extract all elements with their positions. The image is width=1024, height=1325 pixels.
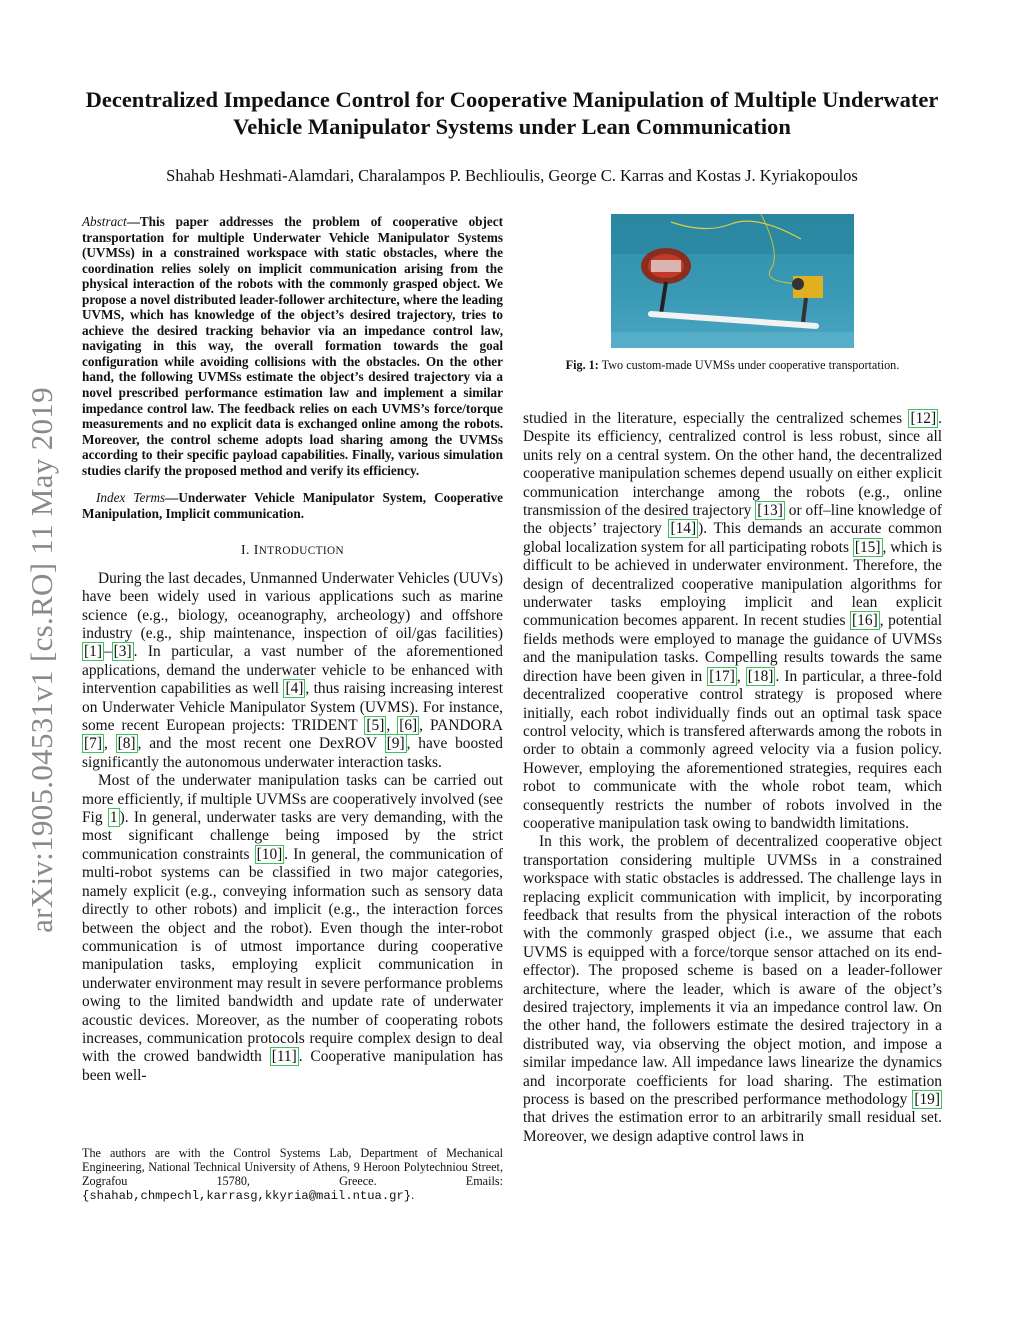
citation-link[interactable]: [5] (366, 717, 385, 735)
citation-link[interactable]: [14] (670, 520, 697, 538)
citation-link[interactable]: [6] (399, 717, 418, 735)
citation-link[interactable]: [9] (386, 735, 405, 753)
citation-link[interactable]: [11] (271, 1048, 297, 1066)
citation-link[interactable]: [10] (256, 845, 283, 863)
index-terms-label: Index Terms (96, 490, 166, 506)
abstract (82, 214, 503, 478)
arxiv-stamp: arXiv:1905.04531v1 [cs.RO] 11 May 2019 (24, 387, 59, 933)
right-column (523, 410, 942, 1146)
author-footnote: The authors are with the Control Systems Lab, Department of Mechanical Engineering, National Technical University of Athens, 9 Heroon Polytechniou Street, Zografou 15780, Greece. Emails: {shahab,chmpechl,karrasg,kkyria@mail.ntua.gr}. (82, 1146, 503, 1203)
paper-authors: Shahab Heshmati-Alamdari, Charalampos P. Bechlioulis, George C. Karras and Kostas J. Kyriakopoulos (166, 166, 858, 185)
right-paragraph-1: studied in the literature, especially the centralized schemes [12] . Despite its efficiency, centralized control is less robust, since all units rely on a central system. On the other hand, the decentralized cooperative manipulation schemes depend usually on either explicit communication interchange among the robots (e.g., online transmission of the desired trajectory [13] or off–line knowledge of the objects’ trajectory [14] ). This demands an accurate common global localization system for all participating robots [15] , which is difficult to be achieved in underwater environment. Therefore, the design of decentralized cooperative manipulation algorithms for underwater tasks employing implicit and lean explicit communication becomes apparent. In recent studies [16] , potential fields methods were employed to manage the guidance of UVMSs and the manipulation tasks. Compelling results towards the same direction have been given in [17] , [18] . In particular, a three-fold decentralized cooperative control strategy is proposed where initially, each robot individually finds out an optimal task space control velocity, which is transfered afterwards among the robots in order to obtain a commonly agreed velocity via a fusion policy. However, employing the aforementioned strategies, requires each robot to communicate with the whole robot team, which consequently restricts the number of robots involved in the cooperative manipulation task owing to bandwidth limitations. (523, 410, 943, 832)
underwater-photo (611, 214, 854, 348)
intro-paragraph-1: During the last decades, Unmanned Underwater Vehicles (UUVs) have been widely used in various applications such as marine science (e.g., biology, oceanography, archeology) and offshore industry (e.g., ship maintenance, inspection of oil/gas facilities) [1] – [3] . In particular, a vast number of the aforementioned applications, demand the underwater vehicle to be enhanced with intervention capabilities as well [4] , thus raising increasing interest on Underwater Vehicle Manipulator System (UVMS). For instance, some recent European projects: TRIDENT [5] , [6] , PANDORA [7] , [8] , and the most recent one DexROV [9] , have boosted significantly the autonomous underwater interaction tasks. (82, 569, 503, 771)
figure-link[interactable]: 1 (109, 809, 118, 827)
citation-link[interactable]: [4] (285, 680, 304, 698)
author-emails: {shahab,chmpechl,karrasg,kkyria@mail.ntua.gr} (82, 1189, 412, 1203)
citation-link[interactable]: [15] (854, 538, 881, 556)
paper-title: Decentralized Impedance Control for Cooperative Manipulation of Multiple Underwater Vehicle Manipulator Systems under Lean Communication (85, 87, 939, 139)
left-column (82, 214, 503, 1085)
figure-caption: Fig. 1: Two custom-made UVMSs under cooperative transportation. (565, 358, 900, 372)
right-paragraph-2: In this work, the problem of decentralized cooperative object transportation considering multiple UVMSs in a constrained workspace with static obstacles is addressed. The challenge lays in replacing explicit communication with implicit, by incorporating feedback that results from the physical interaction of the robots with the commonly grasped object (i.e., we assume that each UVMS is equipped with a force/torque sensor attached on its end-effector). The proposed scheme is based on a leader-follower architecture, where the leader, which is aware of the object’s desired trajectory, implements it via an impedance control law. On the other hand, the followers estimate the desired trajectory in a distributed way, via observing the object motion, and impose a similar impedance law. All impedance laws linearize the dynamics and incorporate coefficients for load sharing. The estimation process is based on the prescribed performance methodology [19] that drives the estimation error to an arbitrarily small residual set. Moreover, we design adaptive control laws in (523, 833, 942, 1145)
citation-link[interactable]: [13] (757, 502, 783, 520)
figure-label: Fig. 1: (565, 358, 599, 372)
citation-link[interactable]: [17] (709, 667, 735, 685)
citation-link[interactable]: [12] (910, 410, 937, 427)
citation-link[interactable]: [1] (84, 643, 102, 661)
citation-link[interactable]: [3] (113, 643, 132, 661)
index-terms (82, 490, 503, 521)
citation-link[interactable]: [18] (747, 667, 774, 685)
citation-link[interactable]: [19] (914, 1091, 940, 1109)
abstract-label: Abstract (82, 214, 127, 229)
figure-uvms-photo (611, 214, 854, 348)
citation-link[interactable]: [8] (117, 735, 136, 753)
section-heading: I. INTRODUCTION (241, 542, 344, 558)
index-terms-text: —Underwater Vehicle Manipulator System, Cooperative Manipulation, Implicit communication. (82, 490, 503, 521)
intro-paragraph-2: Most of the underwater manipulation tasks can be carried out more efficiently, if multiple UVMSs are cooperatively involved (see Fig 1 ). In general, underwater tasks are very demanding, with the most significant challenge being imposed by the strict communication constraints [10] . In general, the communication of multi-robot systems can be classified in two major categories, namely explicit (e.g., conveying information such as sensory data directly to other robots) and implicit (e.g., the interaction forces between the object and the robot). Even though the inter-robot communication is of utmost importance during cooperative manipulation tasks, employing explicit communication in underwater environment may result in severe performance problems owing to the limited bandwidth and update rate of underwater acoustic devices. Moreover, as the number of cooperating robots increases, communication protocols require complex design to deal with the crowed bandwidth [11] . Cooperative manipulation has been well- (82, 772, 503, 1084)
abstract-text: —This paper addresses the problem of cooperative object transportation for multiple Underwater Vehicle Manipulator Systems (UVMSs) in a constrained workspace with static obstacles, where the coordination relies solely on implicit communication arising from the physical interaction of the robots with the commonly grasped object. We propose a novel distributed leader-follower architecture, where the leading UVMS, which has knowledge of the object’s desired trajectory, tries to achieve the desired tracking behavior via an impedance control law, navigating in this way, the overall formation towards the goal configuration while avoiding collisions with the obstacles. On the other hand, the following UVMSs estimate the object’s desired trajectory via a novel prescribed performance estimation law and implement a similar impedance control law. The feedback relies on each UVMS’s force/torque measurements and no explicit data is exchanged online among the robots. Moreover, the control scheme adopts load sharing among the UVMSs according to their specific payload capabilities. Finally, various simulation studies clarify the proposed method and verify its efficiency. (82, 214, 503, 478)
citation-link[interactable]: [7] (84, 735, 102, 753)
citation-link[interactable]: [16] (852, 612, 878, 630)
